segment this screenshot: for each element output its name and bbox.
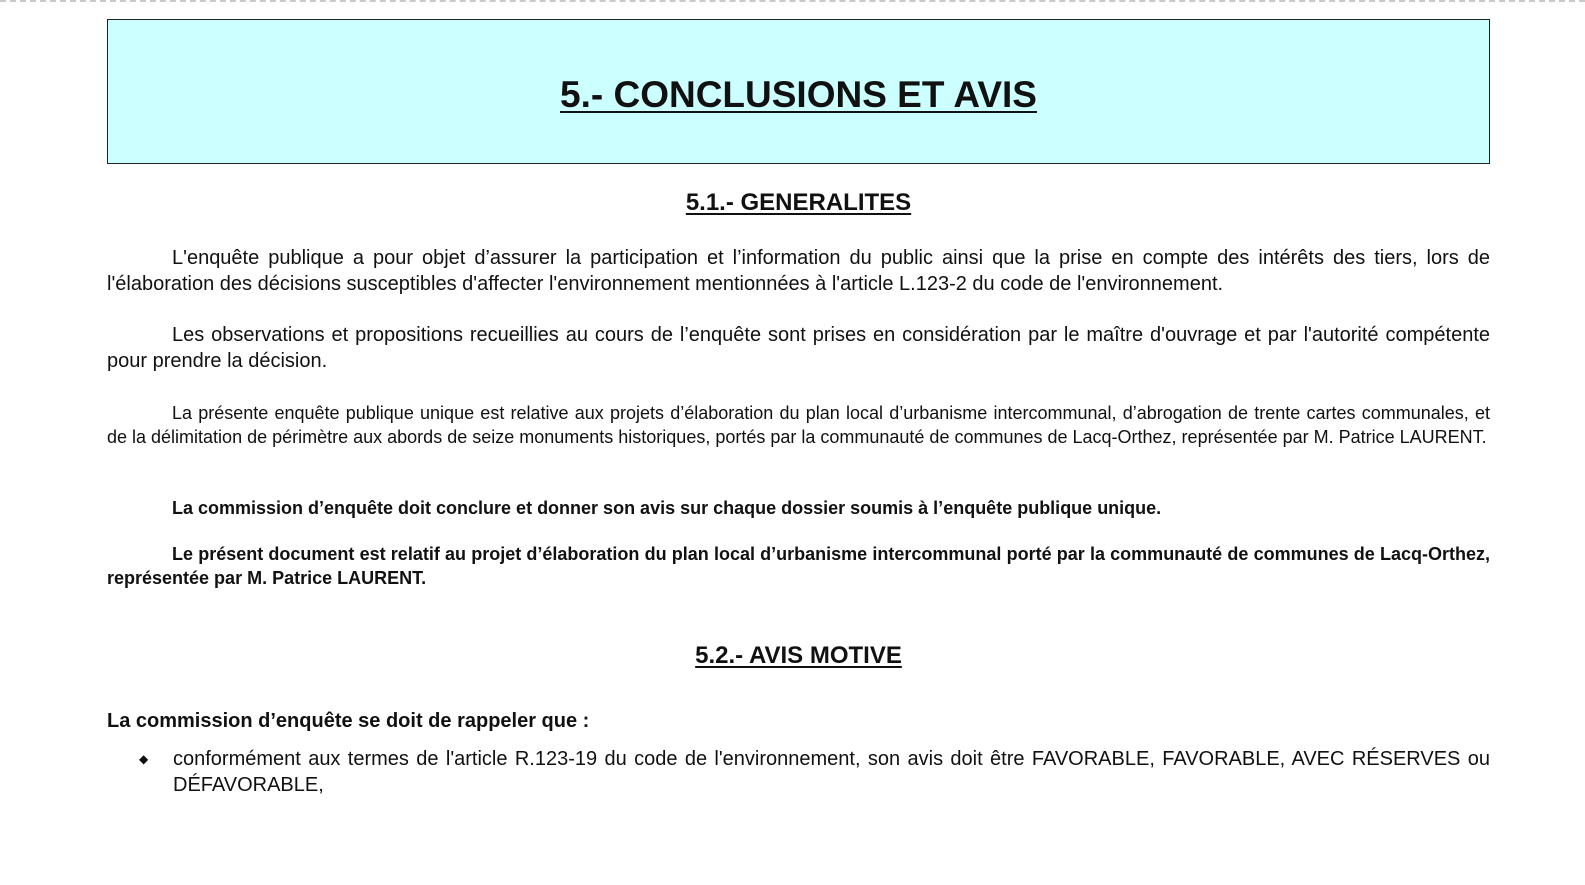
section-heading-avis-motive: 5.2.- AVIS MOTIVE <box>695 642 902 669</box>
list-item-text: conformément aux termes de l'article R.123-19 du code de l'environnement, son avis doit être FAVORABLE, FAVORABLE, AVEC RÉSERVES ou DÉFAVORABLE, <box>173 748 1490 796</box>
title-banner <box>107 19 1490 164</box>
page-break-line <box>0 0 1585 2</box>
page-title: 5.- CONCLUSIONS ET AVIS <box>560 74 1037 115</box>
paragraph-enquete-unique: La présente enquête publique unique est relative aux projets d’élaboration du plan local d’urbanisme intercommunal, d’abrogation de trente cartes communales, et de la délimitation de périmètre aux abords de seize monuments historiques, portés par la communauté de communes de Lacq-Orthez, représentée par M. Patrice LAURENT. <box>107 403 1490 447</box>
paragraph-observations: Les observations et propositions recueillies au cours de l’enquête sont prises en considération par le maître d'ouvrage et par l'autorité compétente pour prendre la décision. <box>107 324 1490 372</box>
commission-lead-text: La commission d’enquête se doit de rappeler que : <box>107 710 590 732</box>
diamond-bullet-icon: ◆ <box>139 752 149 766</box>
paragraph-enquete-objet: L'enquête publique a pour objet d’assurer la participation et l’information du public ainsi que la prise en compte des intérêts des tiers, lors de l'élaboration des décisions susceptibles d'affecter l'environnement mentionnées à l'article L.123-2 du code de l'environnement. <box>107 247 1490 295</box>
paragraph-commission-conclure: La commission d’enquête doit conclure et donner son avis sur chaque dossier soumis à l’enquête publique unique. <box>172 498 1162 518</box>
section-heading-generalites: 5.1.- GENERALITES <box>685 189 912 216</box>
list-item <box>107 746 1490 798</box>
paragraph-present-document: Le présent document est relatif au projet d’élaboration du plan local d’urbanisme intercommunal porté par la communauté de communes de Lacq-Orthez, représentée par M. Patrice LAURENT. <box>107 544 1490 588</box>
